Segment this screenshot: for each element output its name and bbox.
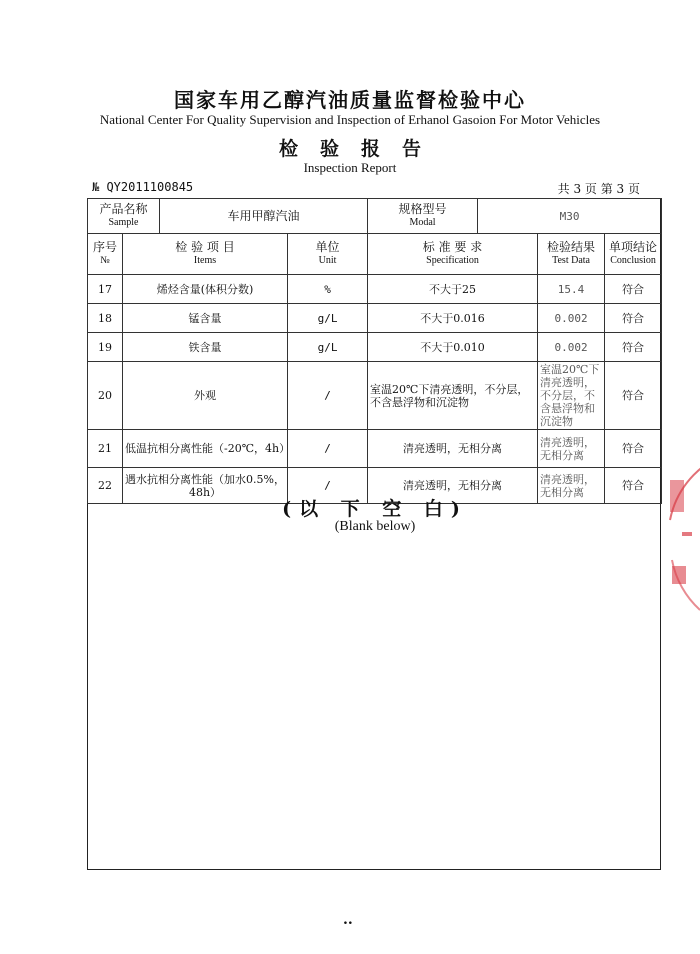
model-value: M30 bbox=[478, 199, 662, 234]
row-spec: 室温20℃下清亮透明，不分层，不含悬浮物和沉淀物 bbox=[368, 362, 538, 430]
row-result: 室温20℃下清亮透明，不分层，不含悬浮物和沉淀物 bbox=[538, 362, 605, 430]
report-number: № QY2011100845 bbox=[92, 180, 194, 194]
row-conclusion: 符合 bbox=[605, 304, 662, 333]
row-spec: 不大于25 bbox=[368, 275, 538, 304]
model-label-en: Modal bbox=[409, 217, 436, 228]
row-unit: / bbox=[288, 468, 368, 504]
row-spec: 不大于0.016 bbox=[368, 304, 538, 333]
table-row bbox=[88, 333, 662, 362]
row-spec: 不大于0.010 bbox=[368, 333, 538, 362]
row-result: 清亮透明，无相分离 bbox=[538, 468, 605, 504]
row-result: 0.002 bbox=[538, 304, 605, 333]
col-conclusion-cn: 单项结论 bbox=[609, 240, 658, 254]
col-header-unit bbox=[288, 234, 368, 275]
sample-label-cn: 产品名称 bbox=[99, 202, 148, 216]
column-header-row bbox=[88, 234, 662, 275]
col-result-en: Test Data bbox=[552, 255, 590, 266]
row-item: 铁含量 bbox=[123, 333, 288, 362]
row-item: 低温抗相分离性能（-20℃，4h） bbox=[123, 430, 288, 468]
sample-label-en: Sample bbox=[108, 217, 139, 228]
col-conclusion-en: Conclusion bbox=[610, 255, 656, 266]
row-unit: % bbox=[288, 275, 368, 304]
sample-label-cell bbox=[88, 199, 160, 234]
col-result-cn: 检验结果 bbox=[547, 240, 596, 254]
row-item: 遇水抗相分离性能（加水0.5%，48h） bbox=[123, 468, 288, 504]
row-item: 外观 bbox=[123, 362, 288, 430]
col-header-result bbox=[538, 234, 605, 275]
table-row bbox=[88, 430, 662, 468]
col-spec-cn: 标 准 要 求 bbox=[422, 240, 483, 254]
sample-row bbox=[88, 199, 662, 234]
row-result: 清亮透明，无相分离 bbox=[538, 430, 605, 468]
row-result: 0.002 bbox=[538, 333, 605, 362]
blank-below-cn: (以 下 空 白) bbox=[282, 498, 468, 520]
page-counter: 共 3 页 第 3 页 bbox=[557, 182, 640, 196]
row-no: 22 bbox=[88, 468, 123, 504]
row-conclusion: 符合 bbox=[605, 275, 662, 304]
row-result: 15.4 bbox=[538, 275, 605, 304]
document-title-cn: 国家车用乙醇汽油质量监督检验中心 bbox=[174, 88, 526, 112]
col-header-conclusion bbox=[605, 234, 662, 275]
row-unit: / bbox=[288, 430, 368, 468]
row-unit: g/L bbox=[288, 333, 368, 362]
table-row bbox=[88, 304, 662, 333]
row-item: 烯烃含量(体积分数) bbox=[123, 275, 288, 304]
row-no: 19 bbox=[88, 333, 123, 362]
model-label-cell bbox=[368, 199, 478, 234]
sample-value bbox=[160, 199, 368, 234]
col-item-en: Items bbox=[193, 255, 217, 266]
row-no: 17 bbox=[88, 275, 123, 304]
table-row bbox=[88, 275, 662, 304]
row-unit: g/L bbox=[288, 304, 368, 333]
row-conclusion: 符合 bbox=[605, 333, 662, 362]
col-unit-en: Unit bbox=[318, 255, 337, 266]
col-header-spec bbox=[368, 234, 538, 275]
col-item-cn: 检 验 项 目 bbox=[175, 240, 235, 254]
row-conclusion: 符合 bbox=[605, 468, 662, 504]
footer-dots: .. bbox=[343, 912, 353, 928]
row-item: 锰含量 bbox=[123, 304, 288, 333]
report-title-en: Inspection Report bbox=[303, 160, 397, 175]
red-stamp-seal bbox=[660, 440, 700, 640]
row-conclusion: 符合 bbox=[605, 362, 662, 430]
row-unit: / bbox=[288, 362, 368, 430]
inspection-table bbox=[87, 198, 662, 504]
row-no: 21 bbox=[88, 430, 123, 468]
row-spec: 清亮透明，无相分离 bbox=[368, 468, 538, 504]
blank-below-en: (Blank below) bbox=[334, 519, 416, 534]
col-unit-cn: 单位 bbox=[315, 240, 340, 254]
report-title-cn: 检验报告 bbox=[278, 138, 443, 160]
row-no: 20 bbox=[88, 362, 123, 430]
col-header-no bbox=[88, 234, 123, 275]
col-header-item bbox=[123, 234, 288, 275]
row-spec: 清亮透明，无相分离 bbox=[368, 430, 538, 468]
table-row bbox=[88, 362, 662, 430]
sample-value-text: 车用甲醇汽油 bbox=[227, 208, 300, 223]
row-conclusion: 符合 bbox=[605, 430, 662, 468]
model-label-cn: 规格型号 bbox=[398, 202, 447, 216]
row-no: 18 bbox=[88, 304, 123, 333]
col-no-en: № bbox=[100, 255, 110, 266]
col-spec-en: Specification bbox=[426, 255, 479, 266]
document-title-en: National Center For Quality Supervision and Inspection of Erhanol Gasoion For Motor Vehicles bbox=[99, 112, 601, 127]
col-no-cn: 序号 bbox=[92, 240, 117, 254]
